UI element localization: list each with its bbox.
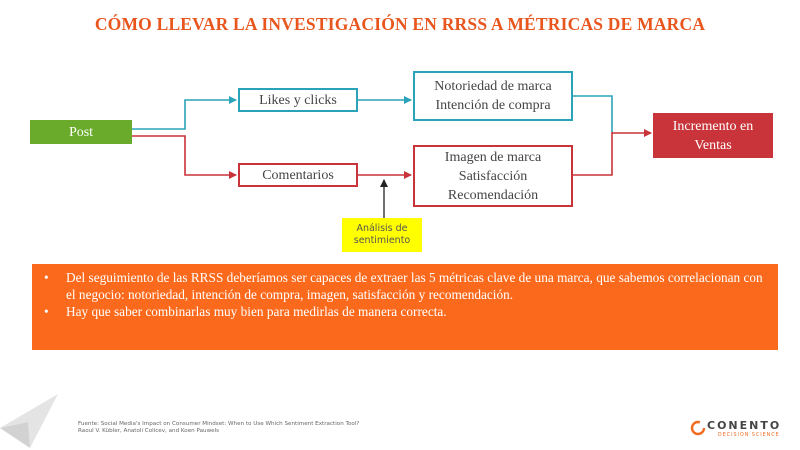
arrow-post-likes bbox=[132, 100, 236, 129]
comentarios-label: Comentarios bbox=[262, 167, 334, 183]
likes-label: Likes y clicks bbox=[259, 92, 337, 108]
imagen-line-2: Satisfacción bbox=[458, 168, 528, 184]
arrow-post-comentarios bbox=[132, 136, 236, 175]
arrow-notoriedad-incremento bbox=[573, 96, 612, 132]
brand-name: CONENTO bbox=[707, 419, 782, 432]
decorative-arrow-icon bbox=[0, 388, 70, 450]
source-note bbox=[78, 421, 359, 435]
comentarios-box bbox=[238, 163, 358, 187]
incremento-line-2: Ventas bbox=[694, 137, 732, 153]
source-line-2: Raoul V. Kübler, Anatoli Colicev, and Koen Pauwels bbox=[78, 428, 220, 434]
incremento-box bbox=[653, 113, 773, 158]
imagen-line-1: Imagen de marca bbox=[444, 149, 542, 165]
imagen-box bbox=[413, 145, 573, 207]
brand-tagline: DECISION SCIENCE bbox=[718, 433, 780, 438]
post-box bbox=[30, 120, 132, 144]
incremento-line-1: Incremento en bbox=[672, 118, 754, 134]
analisis-note bbox=[342, 218, 422, 252]
summary-list bbox=[44, 269, 766, 320]
summary-bullet-2: • Hay que saber combinarlas muy bien para medirlas de manera correcta. bbox=[66, 303, 766, 320]
notoriedad-line-1: Notoriedad de marca bbox=[434, 79, 552, 94]
notoriedad-line-2: Intención de compra bbox=[435, 98, 551, 113]
summary-bullet-1: • Del seguimiento de las RRSS deberíamos ser capaces de extraer las 5 métricas clave de una marca, que sabemos correlacionan con el negocio: notoriedad, intención de compra, imagen, satisfacción y recomendación. bbox=[66, 269, 766, 303]
summary-box bbox=[32, 264, 778, 350]
analisis-line-2: sentimiento bbox=[353, 235, 411, 246]
likes-box bbox=[238, 88, 358, 112]
notoriedad-box bbox=[413, 71, 573, 121]
post-label: Post bbox=[68, 124, 94, 140]
analisis-line-1: Análisis de bbox=[356, 223, 408, 234]
arrow-imagen-incremento bbox=[573, 132, 612, 175]
source-line-1: Fuente: Social Media's Impact on Consumer Mindset: When to Use Which Sentiment Extraction Tool? bbox=[78, 421, 360, 427]
conento-logo-icon bbox=[690, 420, 706, 436]
imagen-line-3: Recomendación bbox=[447, 187, 539, 203]
slide-title: CÓMO LLEVAR LA INVESTIGACIÓN EN RRSS A MÉTRICAS DE MARCA bbox=[94, 14, 706, 34]
